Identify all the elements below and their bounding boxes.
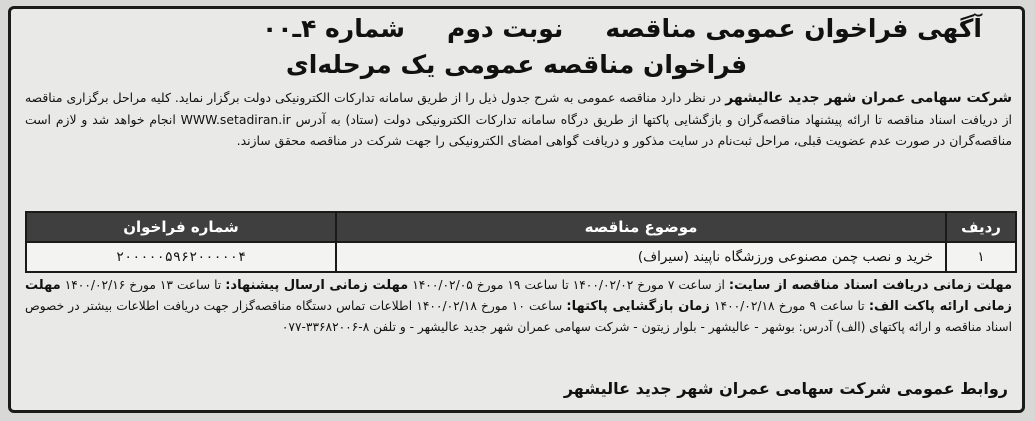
offer-deadline-text: تا ساعت ۱۳ مورخ ۱۴۰۰/۰۲/۱۶ <box>64 278 222 292</box>
footer-signature: روابط عمومی شرکت سهامی عمران شهر جدید عالیشهر <box>563 379 1008 398</box>
table-header-row <box>26 212 1016 242</box>
notice-title: آگهی فراخوان عمومی مناقصه <box>605 14 982 43</box>
deadlines-paragraph <box>25 275 1012 338</box>
cell-subject: خرید و نصب چمن مصنوعی ورزشگاه ناپیند (سیراف) <box>336 242 946 272</box>
header-subject: موضوع مناقصه <box>336 212 946 242</box>
header-call-number: شماره فراخوان <box>26 212 336 242</box>
doc-deadline-label: مهلت زمانی دریافت اسناد مناقصه از سایت: <box>728 278 1013 293</box>
table-row <box>26 242 1016 272</box>
notice-round: نوبت دوم <box>447 14 564 43</box>
opening-time-label: زمان بازگشایی پاکتها: <box>566 299 710 314</box>
opening-time-text: ساعت ۱۰ مورخ ۱۴۰۰/۰۲/۱۸ <box>416 299 563 313</box>
doc-deadline-text: از ساعت ۷ مورخ ۱۴۰۰/۰۲/۰۲ تا ساعت ۱۹ مورخ ۱۴۰۰/۰۲/۰۵ <box>412 278 725 292</box>
company-name: شرکت سهامی عمران شهر جدید عالیشهر <box>725 90 1012 106</box>
offer-deadline-label: مهلت زمانی ارسال پیشنهاد: <box>225 278 409 293</box>
header-row-number: ردیف <box>946 212 1016 242</box>
packet-deadline-label: مهلت زمانی ارائه پاکت الف: <box>25 278 1013 314</box>
title-line <box>262 13 982 45</box>
packet-deadline-text: تا ساعت ۹ مورخ ۱۴۰۰/۰۲/۱۸ <box>713 299 865 313</box>
cell-row-number: ۱ <box>946 242 1016 272</box>
tender-table <box>25 211 1017 273</box>
notice-frame <box>8 6 1025 413</box>
intro-text: در نظر دارد مناقصه عمومی به شرح جدول ذیل را از طریق سامانه تدارکات الکترونیکی دولت برگزار نماید. کلیه مراحل برگزاری مناقصه از دریافت اسناد مناقصه تا ارائه پیشنهاد مناقصه‌گران و بازگشایی پاکتها از طریق درگاه سامانه تدارکات الکترونیکی دولت (ستاد) به آدرس WWW.setadiran.ir انجام خواهد شد و لازم است مناقصه‌گران در صورت عدم عضویت قبلی، مراحل ثبت‌نام در سایت مذکور و دریافت گواهی امضای الکترونیکی را جهت شرکت در مناقصه محقق سازند. <box>25 90 1012 148</box>
contact-info: اطلاعات تماس دستگاه مناقصه‌گزار جهت دریافت اطلاعات بیشتر در خصوص اسناد مناقصه و ارائه پاکتهای (الف) آدرس: بوشهر - عالیشهر - بلوار زیتون - شرکت سهامی عمران شهر جدید عالیشهر - و تلفن ۸-۳۳۶۸۲۰۰۶-۰۷۷ <box>25 299 1012 334</box>
notice-number: شماره ۴ـ۰۰ <box>262 14 405 43</box>
intro-paragraph <box>25 87 1012 151</box>
cell-call-number: ۲۰۰۰۰۰۵۹۶۲۰۰۰۰۰۴ <box>26 242 336 272</box>
notice-subtitle: فراخوان مناقصه عمومی یک مرحله‌ای <box>285 50 748 79</box>
